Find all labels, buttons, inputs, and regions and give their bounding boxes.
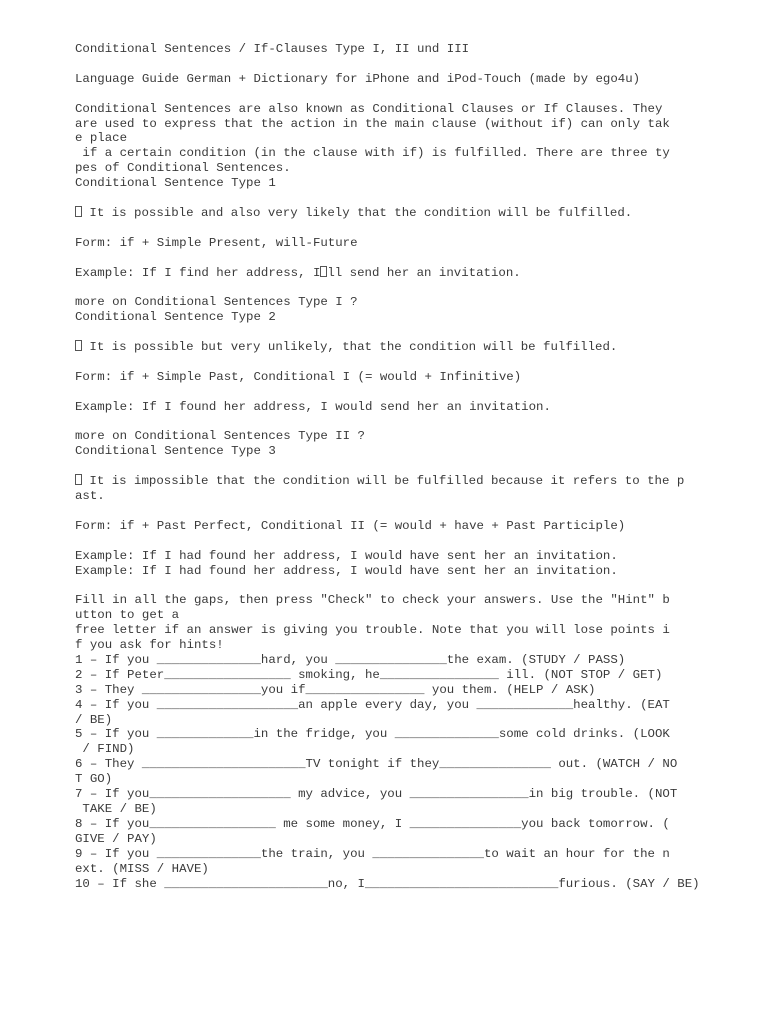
type3-example: Example: If I had found her address, I would have sent her an invitation. xyxy=(75,563,618,578)
exercise-line: 6 – They ______________________TV tonight if they_______________ out. (WATCH / NO xyxy=(75,757,678,772)
exercise-line: 10 – If she ______________________no, I__________________________furious. (SAY / BE) xyxy=(75,876,700,891)
exercise-line: 2 – If Peter_________________ smoking, he________________ ill. (NOT STOP / GET) xyxy=(75,667,663,682)
exercise-list xyxy=(75,653,745,892)
type3-description-cont: ast. xyxy=(75,489,105,504)
intro-line: are used to express that the action in the main clause (without if) can only tak xyxy=(75,116,670,131)
missing-glyph-icon xyxy=(75,340,82,351)
exercise-line: 8 – If you_________________ me some money, I _______________you back tomorrow. ( xyxy=(75,816,670,831)
type2-more-link[interactable]: more on Conditional Sentences Type II ? xyxy=(75,429,365,444)
intro-paragraph xyxy=(75,102,745,177)
exercise-line: ext. (MISS / HAVE) xyxy=(75,861,209,876)
type2-heading: Conditional Sentence Type 2 xyxy=(75,310,276,325)
type3-heading: Conditional Sentence Type 3 xyxy=(75,444,276,459)
type1-example: Example: If I find her address, I ll send her an invitation. xyxy=(75,265,521,280)
type1-description: It is possible and also very likely that the condition will be fulfilled. xyxy=(75,206,745,221)
exercise-line: 5 – If you _____________in the fridge, you ______________some cold drinks. (LOOK xyxy=(75,727,670,742)
exercise-line: 7 – If you___________________ my advice, you ________________in big trouble. (NOT xyxy=(75,787,678,802)
intro-line: Conditional Sentences are also known as Conditional Clauses or If Clauses. They xyxy=(75,101,663,116)
missing-glyph-icon xyxy=(75,474,82,485)
source-line: Language Guide German + Dictionary for iPhone and iPod-Touch (made by ego4u) xyxy=(75,71,641,86)
instructions-paragraph xyxy=(75,593,745,653)
exercise-line: T GO) xyxy=(75,772,113,787)
type2-description: It is possible but very unlikely, that the condition will be fulfilled. xyxy=(75,340,745,355)
type3-form: Form: if + Past Perfect, Conditional II (= would + have + Past Participle) xyxy=(75,518,626,533)
exercise-line: 3 – They ________________you if________________ you them. (HELP / ASK) xyxy=(75,682,596,697)
instructions-line: f you ask for hints! xyxy=(75,638,224,653)
exercise-line: / FIND) xyxy=(75,742,135,757)
exercise-line: 1 – If you ______________hard, you _______________the exam. (STUDY / PASS) xyxy=(75,652,626,667)
intro-line: if a certain condition (in the clause with if) is fulfilled. There are three ty xyxy=(75,146,670,161)
exercise-line: / BE) xyxy=(75,712,113,727)
type3-example: Example: If I had found her address, I would have sent her an invitation. xyxy=(75,548,618,563)
instructions-line: Fill in all the gaps, then press "Check" to check your answers. Use the "Hint" b xyxy=(75,593,670,608)
document-title: Conditional Sentences / If-Clauses Type I, II und III xyxy=(75,42,470,56)
type2-form: Form: if + Simple Past, Conditional I (= would + Infinitive) xyxy=(75,369,522,384)
intro-line: pes of Conditional Sentences. xyxy=(75,161,291,176)
missing-glyph-icon xyxy=(75,206,82,217)
type1-form: Form: if + Simple Present, will-Future xyxy=(75,235,358,250)
exercise-line: TAKE / BE) xyxy=(75,802,157,816)
exercise-line: 4 – If you ___________________an apple every day, you _____________healthy. (EAT xyxy=(75,697,670,712)
exercise-line: GIVE / PAY) xyxy=(75,831,157,846)
intro-line: e place xyxy=(75,131,128,146)
document-page xyxy=(75,42,745,891)
type1-more-link[interactable]: more on Conditional Sentences Type I ? xyxy=(75,295,358,310)
type1-heading: Conditional Sentence Type 1 xyxy=(75,176,276,191)
instructions-line: free letter if an answer is giving you trouble. Note that you will lose points i xyxy=(75,623,670,638)
exercise-line: 9 – If you ______________the train, you _______________to wait an hour for the n xyxy=(75,846,670,861)
instructions-line: utton to get a xyxy=(75,608,180,623)
type2-example: Example: If I found her address, I would send her an invitation. xyxy=(75,399,551,414)
type3-description: It is impossible that the condition will be fulfilled because it refers to the p xyxy=(75,474,745,489)
